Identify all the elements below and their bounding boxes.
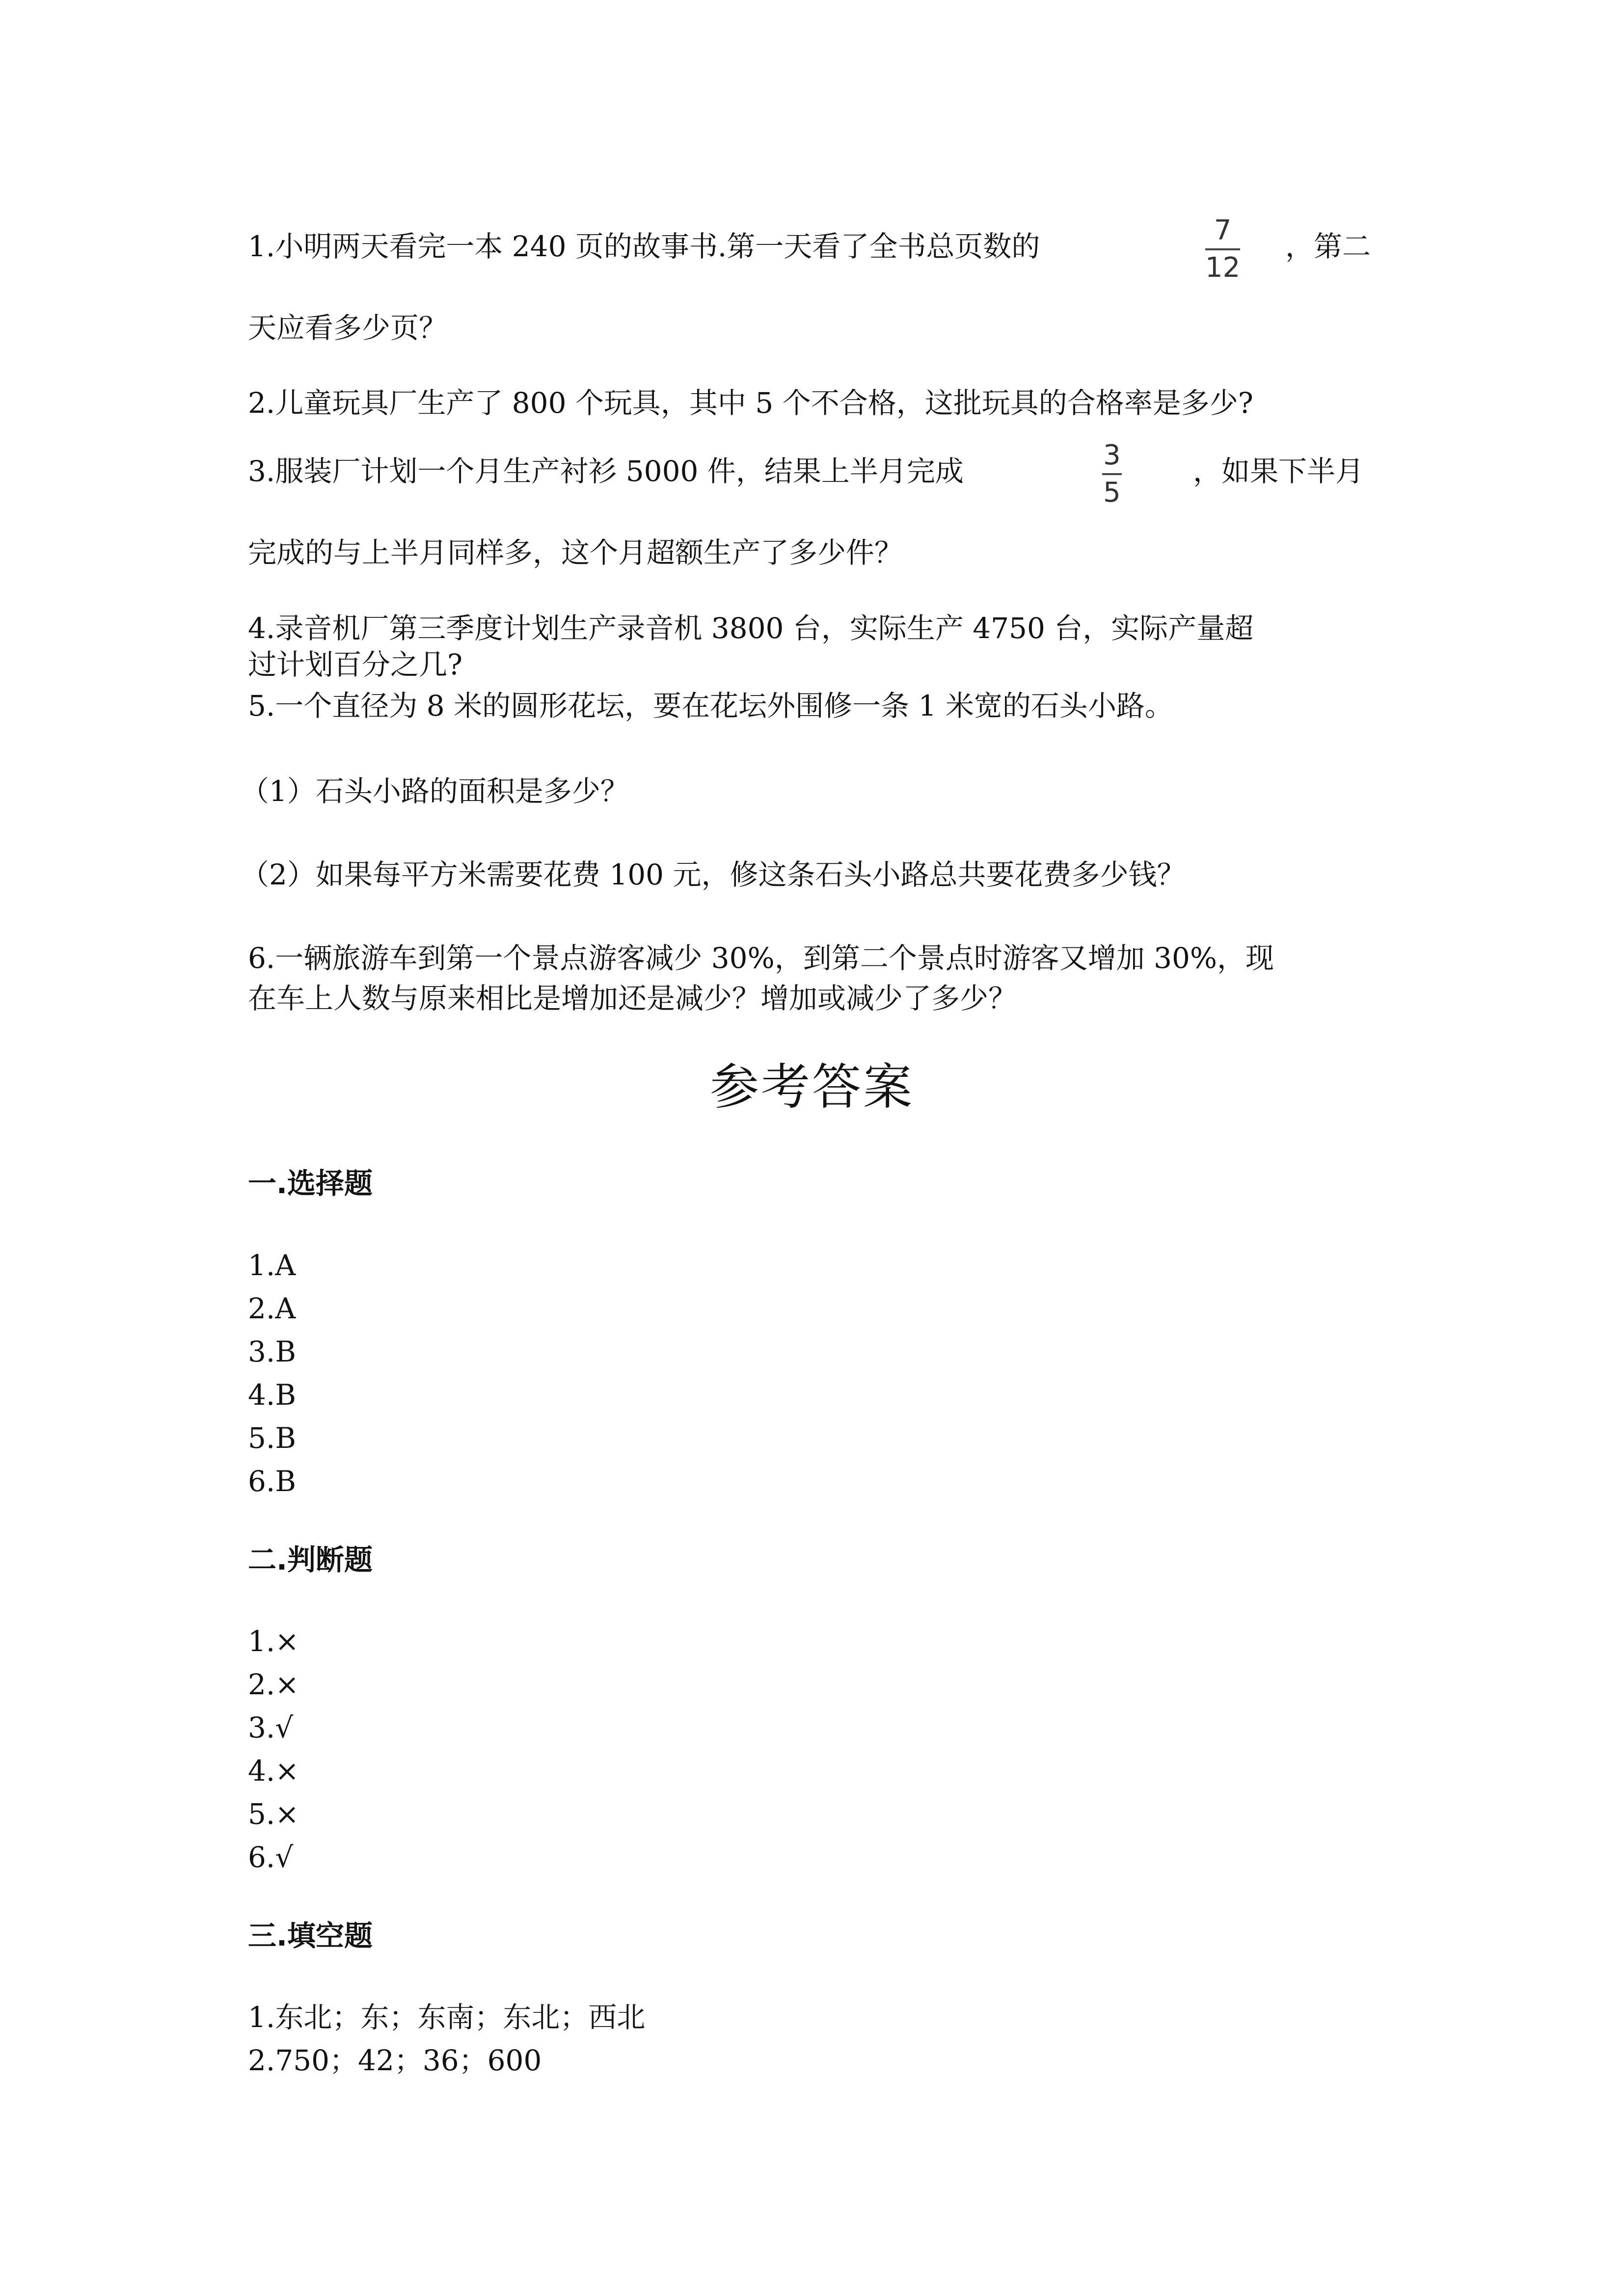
answer-item: 6.B [248,1465,296,1498]
question-3-text: 3.服装厂计划一个月生产衬衫 5000 件，结果上半月完成 [248,454,964,488]
fraction-denominator: 12 [1205,252,1241,284]
fraction-bar [1205,248,1240,250]
fraction-denominator: 5 [1103,477,1121,508]
answer-item: 4.B [248,1378,296,1412]
answer-item: 6.√ [248,1841,294,1874]
question-4-line-2: 过计划百分之几? [248,648,463,681]
question-1-continuation [1285,229,1371,264]
question-5-sub-1: （1）石头小路的面积是多少？ [241,774,629,808]
question-1-line-2: 天应看多少页？ [248,311,448,345]
question-4-line-1: 4.录音机厂第三季度计划生产录音机 3800 台，实际生产 4750 台，实际产量超 [248,612,1254,645]
question-3-line-1 [248,454,964,489]
section-heading-choice: 一.选择题 [248,1167,373,1200]
question-5-sub-2: （2）如果每平方米需要花费 100 元，修这条石头小路总共要花费多少钱？ [241,858,1186,891]
question-3-continuation [1193,454,1364,489]
question-3-line-2: 完成的与上半月同样多，这个月超额生产了多少件？ [248,536,903,569]
fraction-numerator: 7 [1214,214,1232,246]
question-6-line-2: 在车上人数与原来相比是增加还是减少？增加或减少了多少？ [248,982,1017,1015]
fraction-7-12 [1205,216,1240,283]
fraction-bar [1102,473,1122,475]
section-heading-fill-blank: 三.填空题 [248,1919,373,1952]
question-1-text: 1.小明两天看完一本 240 页的故事书.第一天看了全书总页数的 [248,230,1040,263]
section-heading-judgment: 二.判断题 [248,1543,373,1576]
question-1-text-end: ，第二 [1285,230,1371,263]
answer-item: 1.A [248,1249,296,1282]
answer-item: 2.A [248,1292,296,1325]
question-5-line-1: 5.一个直径为 8 米的圆形花坛，要在花坛外围修一条 1 米宽的石头小路。 [248,689,1173,722]
question-6-line-1: 6.一辆旅游车到第一个景点游客减少 30%，到第二个景点时游客又增加 30%，现 [248,941,1274,975]
fraction-3-5 [1102,441,1122,507]
answer-item: 1.× [248,1625,299,1658]
question-1-line-1 [248,229,1040,264]
answer-item: 2.× [248,1668,299,1701]
answer-item: 5.B [248,1421,296,1455]
answer-item: 1.东北；东；东南；东北；西北 [248,2001,646,2034]
fraction-numerator: 3 [1103,439,1121,471]
answer-item: 3.B [248,1335,296,1368]
question-3-text-end: ，如果下半月 [1193,454,1364,488]
answer-item: 2.750；42；36；600 [248,2044,542,2077]
answers-title: 参考答案 [710,1058,914,1116]
answer-item: 4.× [248,1754,299,1788]
answer-item: 5.× [248,1797,299,1831]
question-2: 2.儿童玩具厂生产了 800 个玩具，其中 5 个不合格，这批玩具的合格率是多少? [248,386,1253,420]
answer-item: 3.√ [248,1711,294,1744]
